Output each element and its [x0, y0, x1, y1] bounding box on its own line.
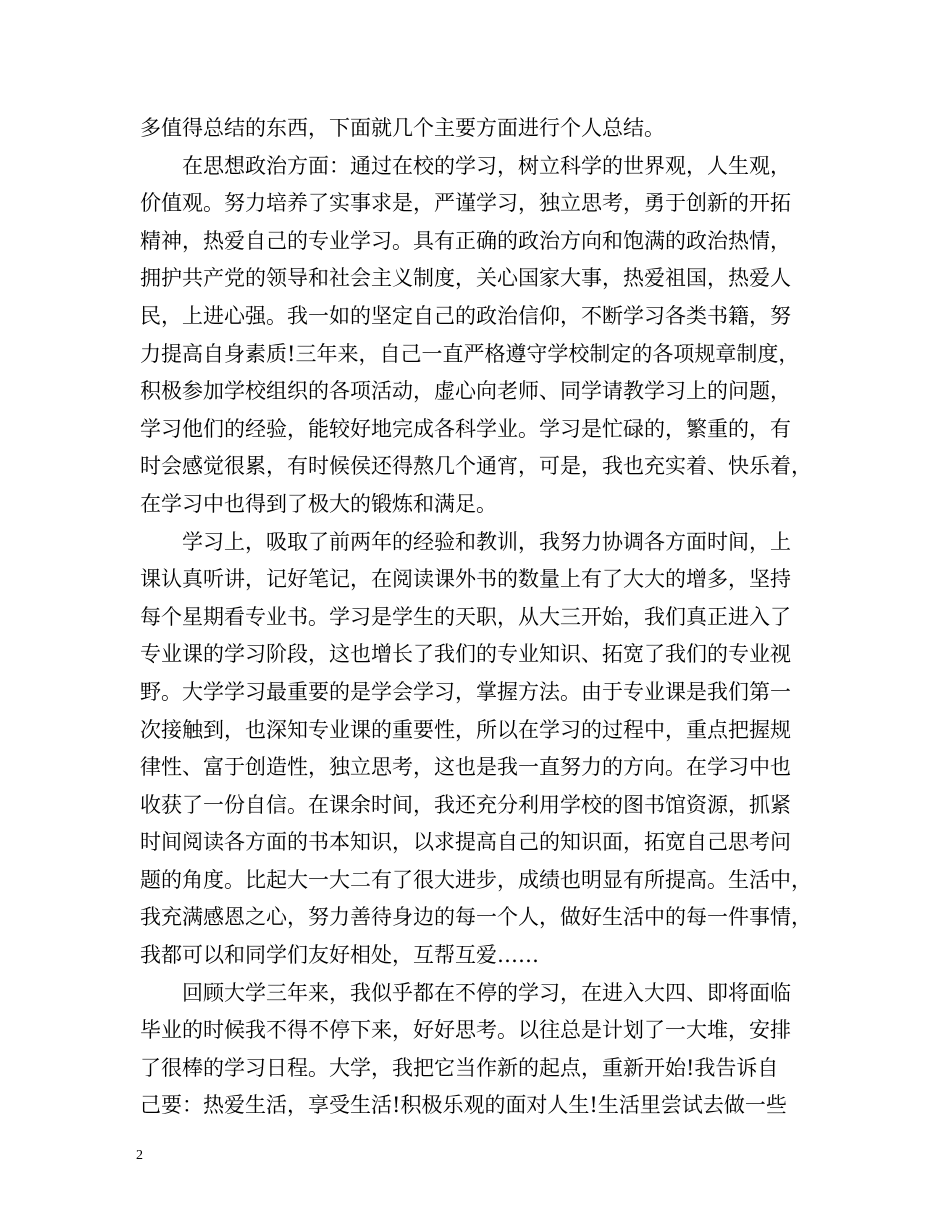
text-line: 己要：热爱生活，享受生活!积极乐观的面对人生!生活里尝试去做一些	[140, 1093, 787, 1118]
text-line: 毕业的时候我不得不停下来，好好思考。以往总是计划了一大堆，安排	[140, 1018, 791, 1043]
text-line: 民，上进心强。我一如的坚定自己的政治信仰，不断学习各类书籍，努	[140, 303, 791, 328]
document-body	[140, 110, 830, 1125]
text-line: 积极参加学校组织的各项活动，虚心向老师、同学请教学习上的问题，	[140, 379, 791, 404]
text-line: 力提高自身素质!三年来，自己一直严格遵守学校制定的各项规章制度，	[140, 341, 800, 366]
text-line: 精神，热爱自己的专业学习。具有正确的政治方向和饱满的政治热情，	[140, 228, 791, 253]
text-line: 野。大学学习最重要的是学会学习，掌握方法。由于专业课是我们第一	[140, 679, 791, 704]
text-line: 价值观。努力培养了实事求是，严谨学习，独立思考，勇于创新的开拓	[140, 191, 791, 216]
text-line: 收获了一份自信。在课余时间，我还充分利用学校的图书馆资源，抓紧	[140, 792, 791, 817]
text-line: 回顾大学三年来，我似乎都在不停的学习，在进入大四、即将面临	[140, 980, 791, 1005]
page-number: 2	[136, 1148, 143, 1163]
text-line: 课认真听讲，记好笔记，在阅读课外书的数量上有了大大的增多，坚持	[140, 567, 791, 592]
text-line: 拥护共产党的领导和社会主义制度，关心国家大事，热爱祖国，热爱人	[140, 266, 791, 291]
text-line: 学习他们的经验，能较好地完成各科学业。学习是忙碌的，繁重的，有	[140, 416, 791, 441]
text-line: 专业课的学习阶段，这也增长了我们的专业知识、拓宽了我们的专业视	[140, 642, 791, 667]
text-line: 我充满感恩之心，努力善待身边的每一个人，做好生活中的每一件事情，	[140, 905, 812, 930]
text-line: 每个星期看专业书。学习是学生的天职，从大三开始，我们真正进入了	[140, 604, 791, 629]
text-line: 多值得总结的东西，下面就几个主要方面进行个人总结。	[140, 116, 665, 140]
text-line: 律性、富于创造性，独立思考，这也是我一直努力的方向。在学习中也	[140, 755, 791, 780]
text-line: 我都可以和同学们友好相处，互帮互爱……	[140, 943, 539, 968]
text-line: 次接触到，也深知专业课的重要性，所以在学习的过程中，重点把握规	[140, 717, 791, 742]
text-line: 题的角度。比起大一大二有了很大进步，成绩也明显有所提高。生活中，	[140, 867, 812, 892]
text-line: 学习上，吸取了前两年的经验和教训，我努力协调各方面时间，上	[140, 529, 791, 554]
text-line: 时间阅读各方面的书本知识，以求提高自己的知识面，拓宽自己思考问	[140, 830, 791, 855]
text-line: 时会感觉很累，有时候侯还得熬几个通宵，可是，我也充实着、快乐着，	[140, 454, 812, 479]
text-line: 在学习中也得到了极大的锻炼和满足。	[140, 491, 497, 516]
text-line: 在思想政治方面：通过在校的学习，树立科学的世界观，人生观，	[140, 153, 791, 178]
text-line: 了很棒的学习日程。大学，我把它当作新的起点，重新开始!我告诉自	[140, 1055, 779, 1080]
